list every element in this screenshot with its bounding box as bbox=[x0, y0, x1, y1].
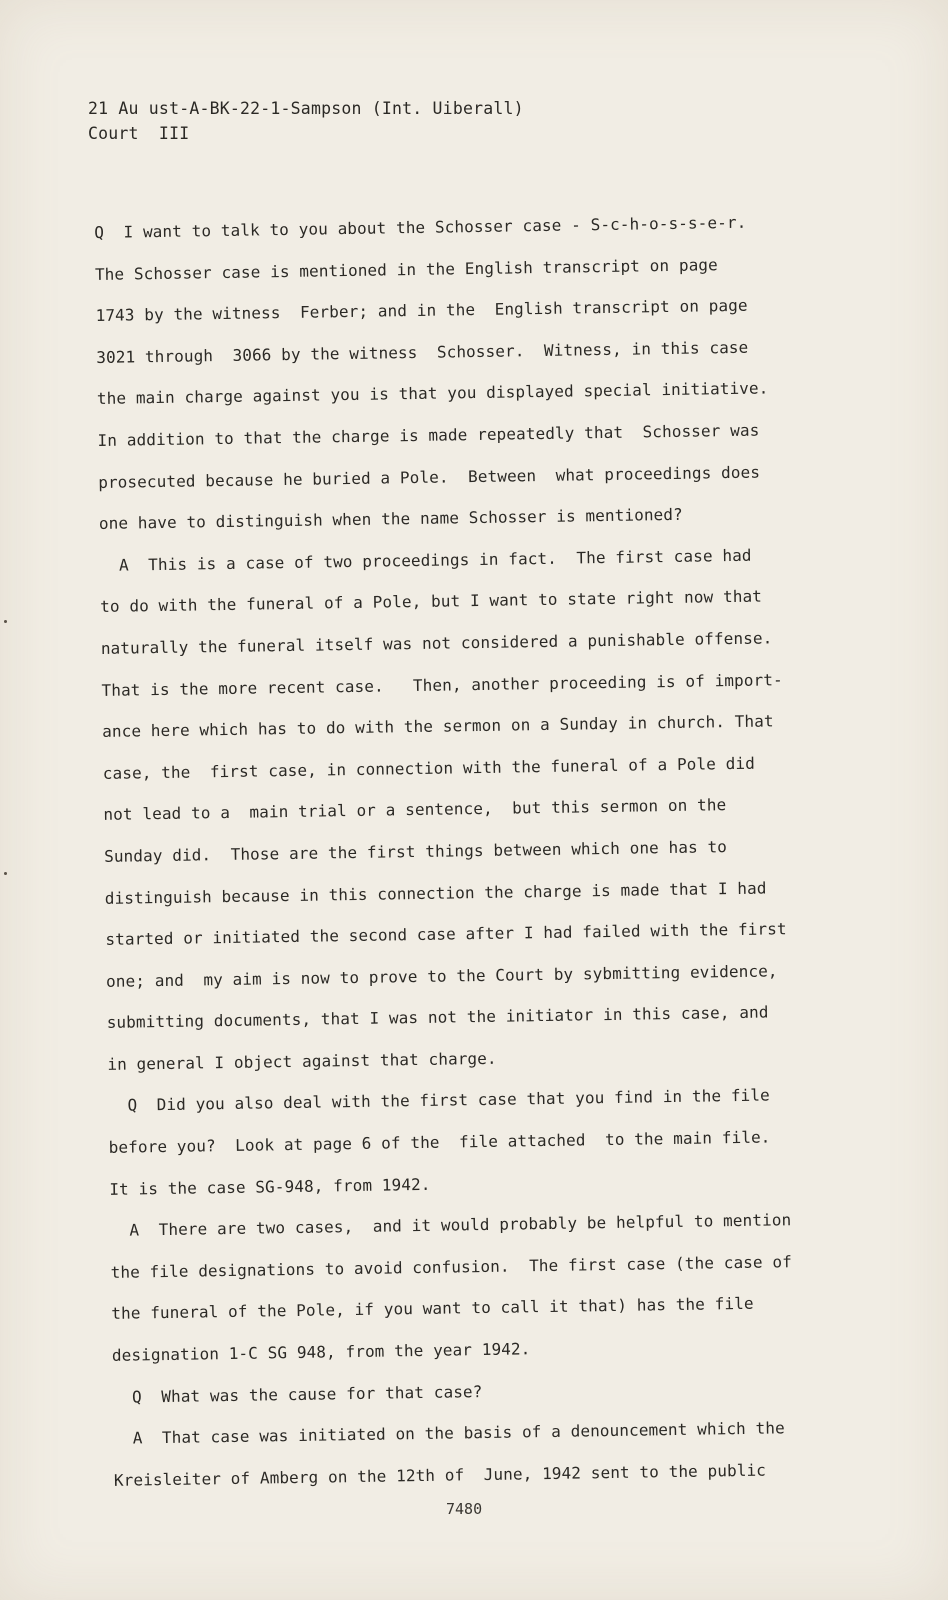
transcript-line: In addition to that the charge is made repeatedly that Schosser was bbox=[97, 420, 760, 450]
transcript-body bbox=[94, 200, 854, 1501]
transcript-line: A This is a case of two proceedings in fact. The first case had bbox=[99, 545, 752, 575]
punch-mark bbox=[4, 872, 7, 875]
transcript-line: not lead to a main trial or a sentence, but this sermon on the bbox=[103, 795, 727, 825]
transcript-line: to do with the funeral of a Pole, but I want to state right now that bbox=[100, 586, 763, 617]
transcript-line: one have to distinguish when the name Schosser is mentioned? bbox=[98, 504, 683, 534]
transcript-line: started or initiated the second case after I had failed with the first bbox=[105, 919, 787, 950]
transcript-line: 3021 through 3066 by the witness Schosser. Witness, in this case bbox=[96, 337, 749, 367]
transcript-line: 1743 by the witness Ferber; and in the English transcript on page bbox=[95, 295, 748, 326]
transcript-line: Kreisleiter of Amberg on the 12th of June, 1942 sent to the public bbox=[113, 1460, 767, 1490]
transcript-line: That is the more recent case. Then, another proceeding is of import- bbox=[101, 669, 783, 700]
transcript-line: naturally the funeral itself was not considered a punishable offense. bbox=[100, 628, 773, 658]
transcript-line: designation 1-C SG 948, from the year 1942. bbox=[111, 1339, 531, 1365]
transcript-line: Q Did you also deal with the first case that you find in the file bbox=[107, 1085, 770, 1116]
header-case-reference: 21 Au ust-A-BK-22-1-Sampson (Int. Uiberall) bbox=[88, 99, 524, 118]
transcript-line: in general I object against that charge. bbox=[107, 1048, 497, 1074]
transcript-line: the file designations to avoid confusion. The first case (the case of bbox=[110, 1252, 793, 1282]
page-number: 7480 bbox=[446, 1500, 483, 1518]
transcript-line: prosecuted because he buried a Pole. Between what proceedings does bbox=[98, 462, 761, 492]
transcript-line: ance here which has to do with the sermon on a Sunday in church. That bbox=[102, 711, 774, 742]
transcript-line: The Schosser case is mentioned in the English transcript on page bbox=[94, 254, 718, 284]
document-header bbox=[88, 96, 524, 146]
transcript-line: case, the first case, in connection with the funeral of a Pole did bbox=[102, 753, 755, 783]
transcript-line: Q What was the cause for that case? bbox=[112, 1381, 483, 1407]
transcript-line: submitting documents, that I was not the initiator in this case, and bbox=[106, 1002, 769, 1033]
transcript-line: one; and my aim is now to prove to the Court by sybmitting evidence, bbox=[105, 961, 778, 991]
transcript-line: It is the case SG-948, from 1942. bbox=[109, 1174, 431, 1199]
transcript-line: before you? Look at page 6 of the file attached to the main file. bbox=[108, 1127, 771, 1157]
header-court: Court III bbox=[88, 124, 190, 143]
transcript-line: Q I want to talk to you about the Schosser case - S-c-h-o-s-s-e-r. bbox=[94, 212, 747, 242]
transcript-line: the funeral of the Pole, if you want to call it that) has the file bbox=[111, 1294, 754, 1324]
transcript-line: A That case was initiated on the basis of a denouncement which the bbox=[113, 1418, 785, 1449]
transcript-line: distinguish because in this connection the charge is made that I had bbox=[104, 878, 767, 908]
transcript-line: the main charge against you is that you displayed special initiative. bbox=[96, 378, 769, 409]
punch-mark bbox=[4, 620, 7, 623]
transcript-line: Sunday did. Those are the first things between which one has to bbox=[103, 837, 728, 866]
transcript-line: A There are two cases, and it would probably be helpful to mention bbox=[109, 1210, 792, 1241]
